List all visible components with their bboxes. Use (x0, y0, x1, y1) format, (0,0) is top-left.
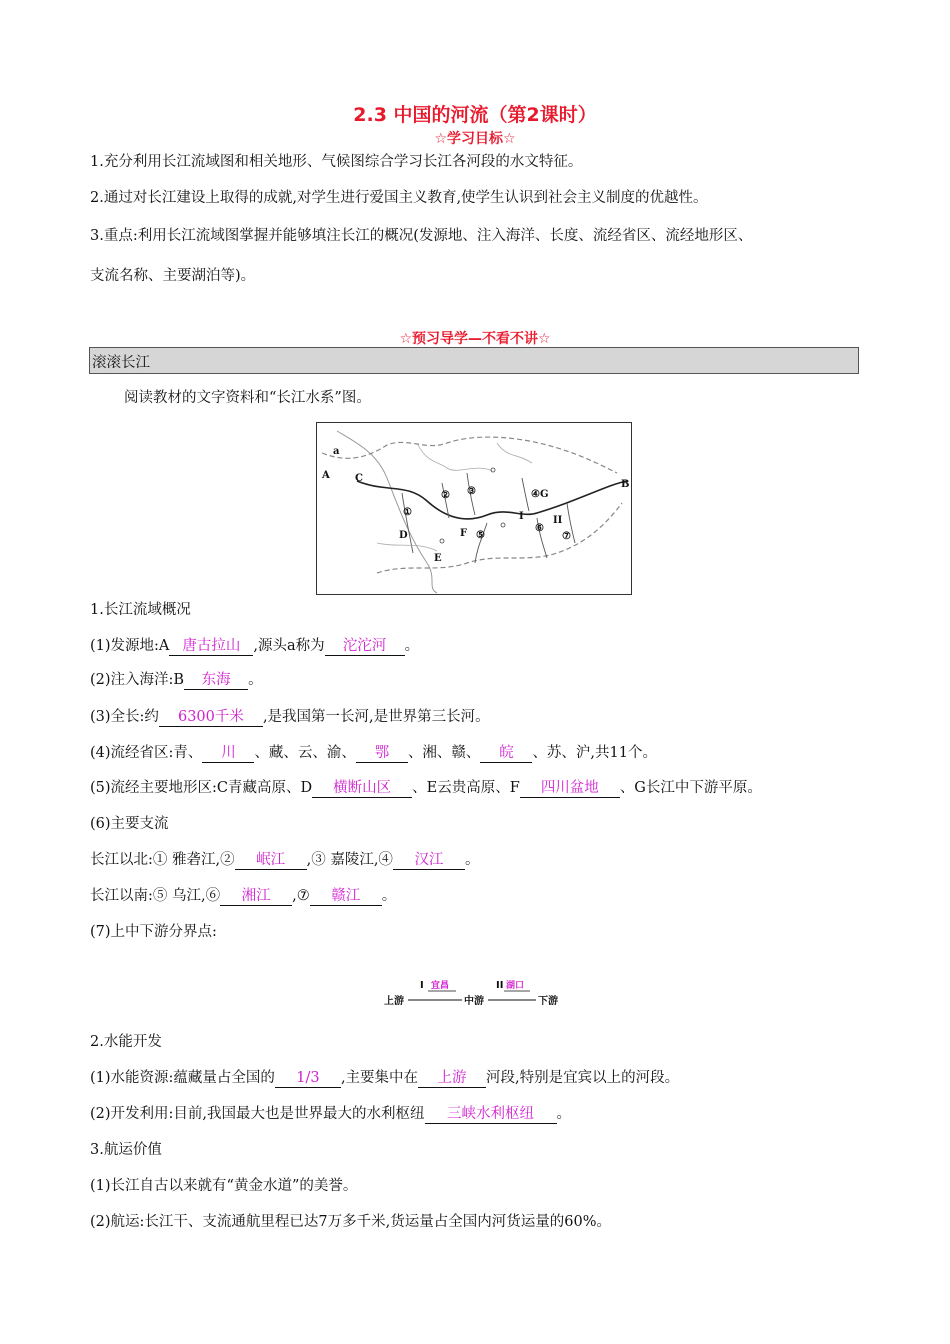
hydro2-text-a: (2)开发利用:目前,我国最大也是世界最大的水利枢纽 (90, 1106, 425, 1122)
hydro2-text-c: 。 (556, 1106, 572, 1122)
map-label-C: C (355, 473, 363, 484)
q1-text-c: 。 (404, 638, 420, 654)
answer-landform-F: 四川盆地 (520, 779, 620, 798)
q2-ocean (90, 670, 880, 690)
north-text-b: ,③ 嘉陵江,④ (306, 852, 393, 868)
answer-ocean: 东海 (184, 671, 248, 690)
map-label-2: ② (441, 490, 450, 501)
q4-provinces (90, 743, 880, 763)
section-box-label: 滚滚长江 (92, 355, 150, 371)
answer-hydro-section: 上游 (418, 1069, 486, 1088)
q3-text-a: (3)全长:约 (90, 709, 159, 725)
map-label-A: A (322, 470, 330, 481)
north-text-c: 。 (464, 852, 480, 868)
objective-3-cont: 支流名称、主要湖泊等)。 (90, 268, 256, 284)
preview-heading: ☆预习导学—不看不讲☆ (399, 331, 551, 347)
map-label-B: B (621, 479, 630, 490)
answer-tributary-6: 湘江 (220, 887, 292, 906)
answer-tributary-7: 赣江 (310, 887, 382, 906)
hydro-text-a: (1)水能资源:蕴藏量占全国的 (90, 1070, 275, 1086)
section3-heading: 3.航运价值 (90, 1142, 162, 1158)
map-label-6: ⑥ (535, 523, 544, 534)
section1-heading: 1.长江流域概况 (90, 602, 191, 618)
q2-text-c: 。 (248, 672, 263, 688)
label-lower: 下游 (538, 996, 558, 1007)
shipping-stats: (2)航运:长江干、支流通航里程已达7万多千米,货运量占全国内河货运量的60%。 (90, 1214, 611, 1230)
map-label-E: E (434, 553, 442, 564)
north-tributaries (90, 850, 880, 870)
south-text-b: ,⑦ (292, 888, 310, 904)
map-graphic (317, 423, 631, 594)
q1-text-b: ,源头a称为 (253, 638, 325, 654)
answer-hydro-share: 1/3 (275, 1069, 341, 1088)
q4-text-c: 、湘、赣、 (407, 745, 481, 761)
label-point-1: I (420, 980, 424, 991)
answer-yichang: 宜昌 (431, 981, 450, 991)
q5-text-b: 、E云贵高原、F (412, 780, 520, 796)
south-text-c: 。 (381, 888, 397, 904)
north-text-a: 长江以北:① 雅砻江,② (90, 852, 235, 868)
page-title: 2.3 中国的河流（第2课时） (353, 104, 597, 126)
objective-3: 3.重点:利用长江流域图掌握并能够填注长江的概况(发源地、注入海洋、长度、流经省区、流经地形区、 (90, 228, 753, 244)
objective-2: 2.通过对长江建设上取得的成就,对学生进行爱国主义教育,使学生认识到社会主义制度的优越性。 (90, 190, 708, 206)
yangtze-river-system-map (316, 422, 632, 595)
intro-text: 阅读教材的文字资料和“长江水系”图。 (124, 390, 371, 406)
answer-three-gorges: 三峡水利枢纽 (425, 1105, 557, 1124)
q4-text-a: (4)流经省区:青、 (90, 745, 203, 761)
river-section-diagram (384, 976, 574, 1010)
q4-text-d: 、苏、沪,共11个。 (532, 745, 657, 761)
map-label-II: II (553, 515, 563, 526)
hydro-text-c: 河段,特别是宜宾以上的河段。 (486, 1070, 680, 1086)
shipping-reputation: (1)长江自古以来就有“黄金水道”的美誉。 (90, 1178, 358, 1194)
q1-source (90, 636, 880, 656)
answer-landform-D: 横断山区 (312, 779, 412, 798)
answer-length: 6300千米 (159, 708, 263, 727)
map-label-7: ⑦ (562, 531, 571, 542)
hydro-resources (90, 1068, 880, 1088)
answer-province-2: 鄂 (356, 744, 408, 763)
q6-heading: (6)主要支流 (90, 816, 169, 832)
map-label-3: ③ (467, 486, 476, 497)
hydro-development (90, 1104, 880, 1124)
objectives-heading: ☆学习目标☆ (434, 131, 516, 147)
q7-heading: (7)上中下游分界点: (90, 924, 217, 940)
q5-landforms (90, 778, 880, 798)
objective-1: 1.充分利用长江流域图和相关地形、气候图综合学习长江各河段的水文特征。 (90, 154, 583, 170)
answer-headwater: 沱沱河 (325, 637, 405, 656)
q5-text-a: (5)流经主要地形区:C青藏高原、D (90, 780, 313, 796)
section-box (89, 347, 859, 374)
answer-tributary-4: 汉江 (393, 851, 465, 870)
answer-province-1: 川 (202, 744, 254, 763)
q3-text-c: ,是我国第一长河,是世界第三长河。 (262, 709, 490, 725)
answer-province-3: 皖 (480, 744, 532, 763)
answer-tributary-2: 岷江 (235, 851, 307, 870)
label-point-2: II (496, 980, 504, 991)
hydro-text-b: ,主要集中在 (340, 1070, 419, 1086)
map-label-F: F (460, 528, 468, 539)
label-middle: 中游 (464, 996, 484, 1007)
q4-text-b: 、藏、云、渝、 (254, 745, 356, 761)
map-label-I: I (519, 511, 524, 522)
map-label-5: ⑤ (476, 530, 485, 541)
river-section-graphic (384, 976, 574, 1010)
answer-source-mountain: 唐古拉山 (169, 637, 253, 656)
south-text-a: 长江以南:⑤ 乌江,⑥ (90, 888, 221, 904)
south-tributaries (90, 886, 880, 906)
map-label-4G: ④G (531, 489, 549, 500)
q2-text-a: (2)注入海洋:B (90, 672, 185, 688)
map-label-a: a (333, 446, 340, 457)
q5-text-c: 、G长江中下游平原。 (619, 780, 762, 796)
map-label-1: ① (403, 507, 412, 518)
label-upper: 上游 (384, 996, 404, 1007)
map-label-D: D (399, 530, 408, 541)
q1-text-a: (1)发源地:A (90, 638, 170, 654)
section2-heading: 2.水能开发 (90, 1034, 162, 1050)
answer-hukou: 湖口 (506, 981, 525, 991)
q3-length (90, 707, 880, 727)
